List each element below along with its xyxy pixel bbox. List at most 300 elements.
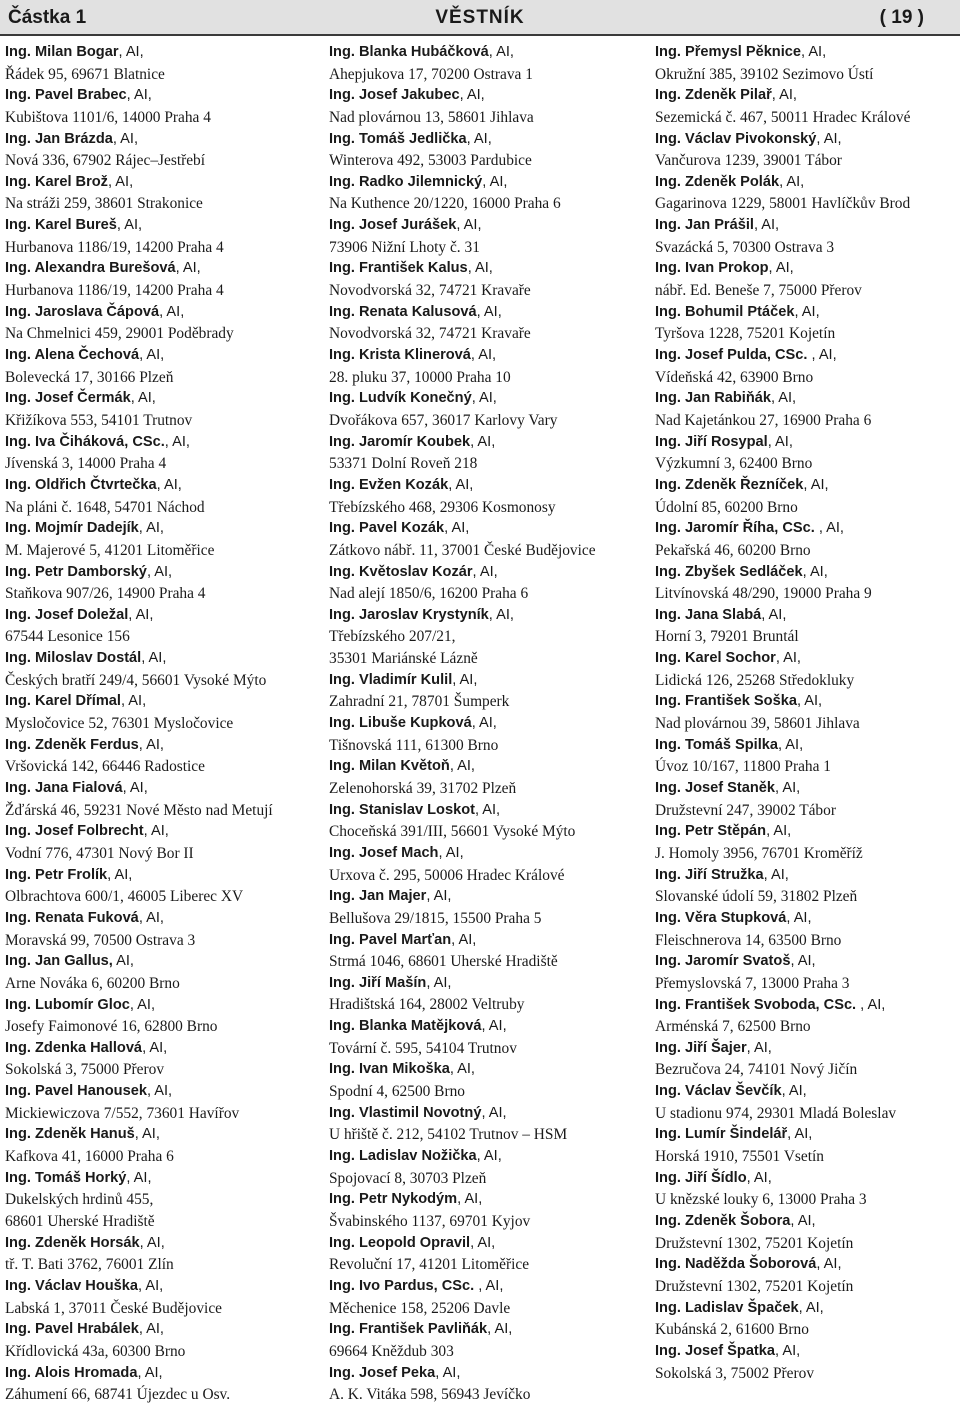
entry-name-line: [329, 475, 641, 497]
person-name: Ing. Josef Jakubec: [329, 87, 460, 104]
entry-name-line: [5, 85, 317, 107]
person-name: Ing. Jan Prášil: [655, 217, 754, 234]
address-line: Spojovací 8, 30703 Plzeň: [329, 1169, 487, 1187]
person-name: Ing. František Kalus: [329, 260, 468, 277]
qualification: , AI,: [746, 1169, 772, 1186]
entry-name-line: [655, 518, 960, 540]
person-name: Ing. Václav Pivokonský: [655, 130, 817, 147]
address-line: Revoluční 17, 41201 Litoměřice: [329, 1256, 530, 1274]
address-line: Lidická 126, 25268 Středokluky: [655, 671, 855, 689]
directory-entry: [329, 1016, 641, 1059]
directory-entry: [329, 1189, 641, 1232]
entry-name-line: [329, 670, 641, 692]
address-line: Na pláni č. 1648, 54701 Náchod: [5, 498, 205, 516]
person-name: Ing. Jaromír Koubek: [329, 433, 471, 450]
address-line: Přemyslovská 7, 13000 Praha 3: [655, 974, 850, 992]
address-line: Vídeňská 42, 63900 Brno: [655, 368, 814, 386]
qualification: , AI,: [767, 433, 793, 450]
address-line: Hradištská 164, 28002 Veltruby: [329, 996, 525, 1014]
address-line: M. Majerové 5, 41201 Litoměřice: [5, 541, 215, 559]
qualification: , AI,: [761, 606, 787, 623]
directory-entry: [329, 670, 641, 713]
entry-name-line: [5, 821, 317, 843]
address-line: Jívenská 3, 14000 Praha 4: [5, 455, 167, 473]
person-name: Ing. Jana Fialová: [5, 780, 123, 797]
address-line: Nad Kajetánkou 27, 16900 Praha 6: [655, 411, 872, 429]
address-line: U knězské louky 6, 13000 Praha 3: [655, 1191, 867, 1209]
qualification: , AI,: [138, 520, 164, 537]
qualification: , AI,: [143, 823, 169, 840]
entry-name-line: [5, 951, 317, 973]
page-number: ( 19 ): [879, 7, 924, 28]
address-line: Nad plovárnou 13, 58601 Jihlava: [329, 108, 534, 126]
entry-name-line: [5, 1233, 317, 1255]
qualification: , AI,: [449, 1061, 475, 1078]
entry-name-line: [655, 258, 960, 280]
person-name: Ing. Ivan Mikoška: [329, 1061, 450, 1078]
qualification: , AI,: [771, 87, 797, 104]
directory-entry: [5, 691, 317, 734]
person-name: Ing. Karel Dřímal: [5, 693, 121, 710]
address-line: Sokolská 3, 75002 Přerov: [655, 1364, 815, 1382]
person-name: Ing. Zdeněk Ferdus: [5, 736, 139, 753]
entry-name-line: [655, 1081, 960, 1103]
qualification: , AI,: [130, 390, 156, 407]
entry-name-line: [5, 605, 317, 627]
qualification: , AI,: [457, 1191, 483, 1208]
person-name: Ing. František Pavliňák: [329, 1321, 488, 1338]
directory-entry: [329, 1319, 641, 1362]
qualification: , AI,: [139, 1234, 165, 1251]
address-line: Na stráži 259, 38601 Strakonice: [5, 195, 203, 213]
person-name: Ing. Petr Stěpán: [655, 823, 767, 840]
directory-entry: [655, 605, 960, 648]
person-name: Ing. Oldřich Čtvrtečka: [5, 476, 157, 493]
directory-entry: [5, 1363, 317, 1406]
address-line: Měchenice 158, 25206 Davle: [329, 1299, 511, 1317]
qualification: , AI,: [781, 1083, 807, 1100]
person-name: Ing. Věra Stupková: [655, 909, 787, 926]
address-line: Hurbanova 1186/19, 14200 Praha 4: [5, 282, 224, 300]
address-line: Tovární č. 595, 54104 Trutnov: [329, 1039, 517, 1057]
qualification: , AI,: [142, 1039, 168, 1056]
directory-entry: [655, 129, 960, 172]
entry-name-line: [655, 475, 960, 497]
entry-name-line: [5, 908, 317, 930]
directory-entry: [655, 302, 960, 345]
directory-entry: [329, 605, 641, 670]
qualification: , AI,: [451, 931, 477, 948]
entry-name-line: [5, 648, 317, 670]
qualification: , AI,: [487, 1321, 513, 1338]
entry-name-line: [329, 1189, 641, 1211]
issue-part-label: Částka 1: [8, 7, 87, 28]
address-line: 28. pluku 37, 10000 Praha 10: [329, 368, 511, 386]
directory-entry: [329, 172, 641, 215]
qualification: , AI,: [801, 44, 827, 60]
address-line: Sokolská 3, 75000 Přerov: [5, 1061, 165, 1079]
directory-entry: [655, 691, 960, 734]
person-name: Ing. František Svoboda, CSc.: [655, 996, 857, 1013]
directory-entry: [655, 562, 960, 605]
address-line: Českých bratří 249/4, 56601 Vysoké Mýto: [5, 671, 267, 689]
directory-entry: [5, 1233, 317, 1276]
person-name: Ing. Václav Houška: [5, 1277, 139, 1294]
entry-name-line: [655, 735, 960, 757]
entry-name-line: [655, 908, 960, 930]
address-line: 35301 Mariánské Lázně: [329, 650, 478, 668]
person-name: Ing. Josef Špatka: [655, 1342, 776, 1359]
person-name: Ing. Krista Klinerová: [329, 347, 471, 364]
qualification: , AI,: [476, 303, 502, 320]
directory-entry: [329, 1059, 641, 1102]
qualification: , AI,: [794, 303, 820, 320]
directory-entry: [5, 648, 317, 691]
address-line: Ahepjukova 17, 70200 Ostrava 1: [329, 65, 533, 83]
address-line: U stadionu 974, 29301 Mladá Boleslav: [655, 1104, 897, 1122]
address-line: 53371 Dolní Roveň 218: [329, 455, 478, 473]
directory-entry: [5, 1081, 317, 1124]
qualification: , AI,: [766, 823, 792, 840]
directory-entry: [329, 756, 641, 799]
directory-entry: [329, 432, 641, 475]
person-name: Ing. Petr Damborský: [5, 563, 147, 580]
qualification: , AI,: [786, 909, 812, 926]
person-name: Ing. Lubomír Gloc: [5, 996, 130, 1013]
address-line: Družstevní 1302, 75201 Kojetín: [655, 1277, 854, 1295]
directory-entry: [5, 302, 317, 345]
column-2: [329, 42, 641, 1406]
directory-entry: [5, 865, 317, 908]
entry-name-line: [5, 865, 317, 887]
entry-name-line: [655, 172, 960, 194]
person-name: Ing. Renata Kalusová: [329, 303, 477, 320]
address-line: Slovanské údolí 59, 31802 Plzeň: [655, 888, 858, 906]
qualification: , AI,: [753, 217, 780, 234]
address-line: Josefy Faimonové 16, 62800 Brno: [5, 1018, 218, 1036]
qualification: , AI,: [481, 1104, 507, 1121]
entry-name-line: [329, 973, 641, 995]
directory-entry: [5, 562, 317, 605]
entry-name-line: [329, 345, 641, 367]
directory-entry: [5, 388, 317, 431]
entry-name-line: [329, 42, 641, 64]
directory-entry: [329, 1233, 641, 1276]
person-name: Ing. Alexandra Burešová: [5, 260, 176, 277]
qualification: , AI,: [138, 909, 164, 926]
directory-entry: [329, 800, 641, 843]
qualification: , AI,: [790, 953, 816, 970]
address-line: Tyršova 1228, 75201 Kojetín: [655, 325, 836, 343]
address-line: Na Chmelnici 459, 29001 Poděbrady: [5, 325, 234, 343]
qualification: , AI,: [120, 693, 147, 710]
person-name: Ing. Pavel Kozák: [329, 520, 445, 537]
qualification: , AI,: [107, 173, 134, 190]
person-name: Ing. Pavel Marťan: [329, 931, 452, 948]
address-line: 73906 Nižní Lhoty č. 31: [329, 238, 480, 256]
entry-name-line: [5, 562, 317, 584]
person-name: Ing. Naděžda Šoborová: [655, 1256, 817, 1273]
entry-name-line: [329, 129, 641, 151]
entry-name-line: [5, 388, 317, 410]
person-name: Ing. Ivo Pardus, CSc.: [329, 1277, 475, 1294]
entry-name-line: [655, 85, 960, 107]
directory-entry: [5, 129, 317, 172]
directory-entry: [655, 85, 960, 128]
entry-name-line: [5, 302, 317, 324]
address-line: Sezemická č. 467, 50011 Hradec Králové: [655, 108, 911, 126]
entry-name-line: [5, 42, 317, 64]
address-line: Litvínovská 48/290, 19000 Praha 9: [655, 585, 872, 603]
qualification: , AI,: [146, 1083, 173, 1100]
address-line: Moravská 99, 70500 Ostrava 3: [5, 931, 196, 949]
qualification: , AI,: [470, 433, 496, 450]
qualification: , AI,: [448, 476, 474, 493]
person-name: Ing. Václav Ševčík: [655, 1083, 782, 1100]
qualification: , AI,: [175, 260, 201, 277]
address-line: Vodní 776, 47301 Nový Bor II: [5, 844, 194, 862]
qualification: , AI,: [466, 130, 492, 147]
entry-name-line: [329, 800, 641, 822]
person-name: Ing. Blanka Hubáčková: [329, 44, 489, 60]
qualification: AI,: [112, 953, 134, 970]
person-name: Ing. Petr Frolík: [5, 866, 108, 883]
person-name: Ing. Josef Folbrecht: [5, 823, 144, 840]
directory-entry: [5, 951, 317, 994]
qualification: , AI,: [476, 1148, 502, 1165]
qualification: , AI,: [137, 1364, 163, 1381]
directory-entry: [655, 1081, 960, 1124]
address-line: Kafkova 41, 16000 Praha 6: [5, 1148, 174, 1166]
person-name: Ing. Petr Nykodým: [329, 1191, 458, 1208]
address-line: Záhumení 66, 68741 Újezdec u Osv.: [5, 1386, 231, 1404]
directory-entry: [329, 129, 641, 172]
entry-name-line: [5, 1276, 317, 1298]
entry-name-line: [655, 1168, 960, 1190]
qualification: , AI,: [471, 390, 497, 407]
directory-entry: [655, 172, 960, 215]
entry-name-line: [5, 432, 317, 454]
entry-name-line: [5, 345, 317, 367]
qualification: , AI,: [426, 888, 452, 905]
person-name: Ing. Renata Fuková: [5, 909, 139, 926]
directory-entry: [5, 42, 317, 85]
person-name: Ing. Květoslav Kozár: [329, 563, 473, 580]
address-line: Řádek 95, 69671 Blatnice: [5, 65, 165, 83]
entry-name-line: [655, 691, 960, 713]
person-name: Ing. Josef Pulda, CSc.: [655, 347, 808, 364]
qualification: , AI,: [139, 347, 165, 364]
directory-entry: [5, 85, 317, 128]
entry-name-line: [329, 1233, 641, 1255]
entry-name-line: [329, 713, 641, 735]
address-line: Žďárská 46, 59231 Nové Město nad Metují: [5, 801, 273, 819]
person-name: Ing. Jan Majer: [329, 888, 427, 905]
entry-name-line: [5, 778, 317, 800]
directory-entry: [655, 432, 960, 475]
qualification: , AI,: [426, 974, 452, 991]
qualification: , AI,: [156, 476, 182, 493]
directory-entry: [329, 475, 641, 518]
person-name: Ing. Karel Brož: [5, 173, 108, 190]
qualification: , AI,: [472, 563, 498, 580]
entry-name-line: [5, 1168, 317, 1190]
directory-entry: [655, 995, 960, 1038]
person-name: Ing. Josef Peka: [329, 1364, 436, 1381]
qualification: , AI,: [775, 650, 801, 667]
qualification: , AI,: [141, 650, 167, 667]
directory-entry: [5, 605, 317, 648]
qualification: , AI,: [138, 1321, 164, 1338]
person-name: Ing. Blanka Matějková: [329, 1018, 482, 1035]
directory-entry: [655, 865, 960, 908]
address-line: Zahradní 21, 78701 Šumperk: [329, 693, 510, 711]
directory-entry: [329, 42, 641, 85]
entry-name-line: [5, 1038, 317, 1060]
qualification: , AI,: [138, 736, 164, 753]
address-line: Bolevecká 17, 30166 Plzeň: [5, 368, 174, 386]
address-line: Winterova 492, 53003 Pardubice: [329, 152, 532, 170]
person-name: Ing. Jiří Šídlo: [655, 1169, 747, 1186]
entry-name-line: [5, 1081, 317, 1103]
entry-name-line: [5, 995, 317, 1017]
person-name: Ing. Josef Staněk: [655, 780, 776, 797]
entry-name-line: [5, 1124, 317, 1146]
qualification: , AI,: [126, 87, 152, 104]
entry-name-line: [329, 215, 641, 237]
entry-name-line: [655, 778, 960, 800]
column-3: [655, 42, 960, 1384]
directory-entry: [5, 1038, 317, 1081]
entry-name-line: [329, 1103, 641, 1125]
entry-name-line: [655, 951, 960, 973]
entry-name-line: [329, 756, 641, 778]
person-name: Ing. Mojmír Dadejík: [5, 520, 139, 537]
entry-name-line: [329, 1363, 641, 1385]
address-line: nábř. Ed. Beneše 7, 75000 Přerov: [655, 282, 862, 300]
person-name: Ing. Tomáš Horký: [5, 1169, 127, 1186]
entry-name-line: [5, 129, 317, 151]
entry-name-line: [5, 258, 317, 280]
person-name: Ing. Josef Čermák: [5, 390, 131, 407]
entry-name-line: [655, 821, 960, 843]
address-line: Arne Nováka 6, 60200 Brno: [5, 974, 180, 992]
person-name: Ing. Karel Bureš: [5, 217, 117, 234]
entry-name-line: [655, 1254, 960, 1276]
entry-name-line: [329, 843, 641, 865]
address-line: Dukelských hrdinů 455,: [5, 1191, 154, 1209]
directory-entry: [5, 475, 317, 518]
qualification: , AI,: [452, 671, 478, 688]
directory-entry: [5, 1168, 317, 1233]
address-line: Údolní 85, 60200 Brno: [655, 498, 798, 516]
entry-name-line: [655, 1211, 960, 1233]
address-line: Úvoz 10/167, 11800 Praha 1: [655, 758, 831, 776]
directory-entry: [655, 1168, 960, 1211]
address-line: A. K. Vitáka 598, 56943 Jevíčko: [329, 1386, 531, 1404]
qualification: , AI,: [787, 1126, 813, 1143]
directory-entry: [5, 172, 317, 215]
entry-name-line: [329, 432, 641, 454]
entry-name-line: [5, 518, 317, 540]
person-name: Ing. Tomáš Spilka: [655, 736, 778, 753]
entry-name-line: [329, 1146, 641, 1168]
address-line: Gagarinova 1229, 58001 Havlíčkův Brod: [655, 195, 911, 213]
address-line: Nová 336, 67902 Rájec–Jestřebí: [5, 152, 206, 170]
directory-entry: [5, 258, 317, 301]
directory-entry: [655, 1038, 960, 1081]
address-line: Fleischnerova 14, 63500 Brno: [655, 931, 842, 949]
directory-entry: [5, 432, 317, 475]
directory-entry: [5, 215, 317, 258]
entry-name-line: [655, 995, 960, 1017]
entry-name-line: [655, 1038, 960, 1060]
person-name: Ing. Milan Bogar: [5, 44, 119, 60]
directory-entry: [655, 1254, 960, 1297]
directory-entry: [655, 215, 960, 258]
address-line: Švabinského 1137, 69701 Kyjov: [329, 1212, 531, 1230]
address-line: Zátkovo nábř. 11, 37001 České Budějovice: [329, 541, 596, 559]
entry-name-line: [655, 1341, 960, 1363]
qualification: , AI,: [802, 563, 828, 580]
address-line: Labská 1, 37011 České Budějovice: [5, 1299, 222, 1317]
person-name: Ing. Karel Sochor: [655, 650, 776, 667]
person-name: Ing. Libuše Kupková: [329, 715, 472, 732]
directory-entry: [5, 518, 317, 561]
directory-entry: [329, 388, 641, 431]
address-line: Strmá 1046, 68601 Uherské Hradiště: [329, 953, 558, 971]
directory-entry: [655, 1211, 960, 1254]
person-name: Ing. Ladislav Nožička: [329, 1148, 477, 1165]
address-line: 67544 Lesonice 156: [5, 628, 130, 646]
directory-entry: [329, 345, 641, 388]
address-line: Novodvorská 32, 74721 Kravaře: [329, 282, 531, 300]
qualification: , AI,: [164, 433, 190, 450]
directory-entry: [5, 821, 317, 864]
address-line: Hurbanova 1186/19, 14200 Praha 4: [5, 238, 224, 256]
directory-entry: [655, 735, 960, 778]
person-name: Ing. Jiří Rosypal: [655, 433, 768, 450]
directory-entry: [5, 1319, 317, 1362]
person-name: Ing. Ivan Prokop: [655, 260, 769, 277]
person-name: Ing. Zbyšek Sedláček: [655, 563, 803, 580]
entry-name-line: [655, 42, 960, 64]
entry-name-line: [329, 302, 641, 324]
person-name: Ing. Jan Rabiňák: [655, 390, 771, 407]
qualification: , AI,: [778, 736, 804, 753]
entry-name-line: [5, 691, 317, 713]
directory-entry: [655, 42, 960, 85]
qualification: , AI,: [779, 173, 805, 190]
entry-name-line: [655, 129, 960, 151]
directory-entry: [655, 778, 960, 821]
person-name: Ing. Ludvík Konečný: [329, 390, 472, 407]
entry-name-line: [329, 1319, 641, 1341]
directory-entry: [5, 735, 317, 778]
directory-entry: [655, 1341, 960, 1384]
directory-entry: [5, 1124, 317, 1167]
directory-entry: [329, 1146, 641, 1189]
column-1: [5, 42, 317, 1406]
qualification: , AI,: [488, 606, 514, 623]
qualification: , AI,: [116, 217, 143, 234]
qualification: , AI,: [816, 130, 842, 147]
address-line: Družstevní 1302, 75201 Kojetín: [655, 1234, 854, 1252]
qualification: , AI,: [456, 217, 482, 234]
qualification: , AI,: [112, 130, 139, 147]
person-name: Ing. Jiří Stružka: [655, 866, 764, 883]
entry-name-line: [329, 1016, 641, 1038]
